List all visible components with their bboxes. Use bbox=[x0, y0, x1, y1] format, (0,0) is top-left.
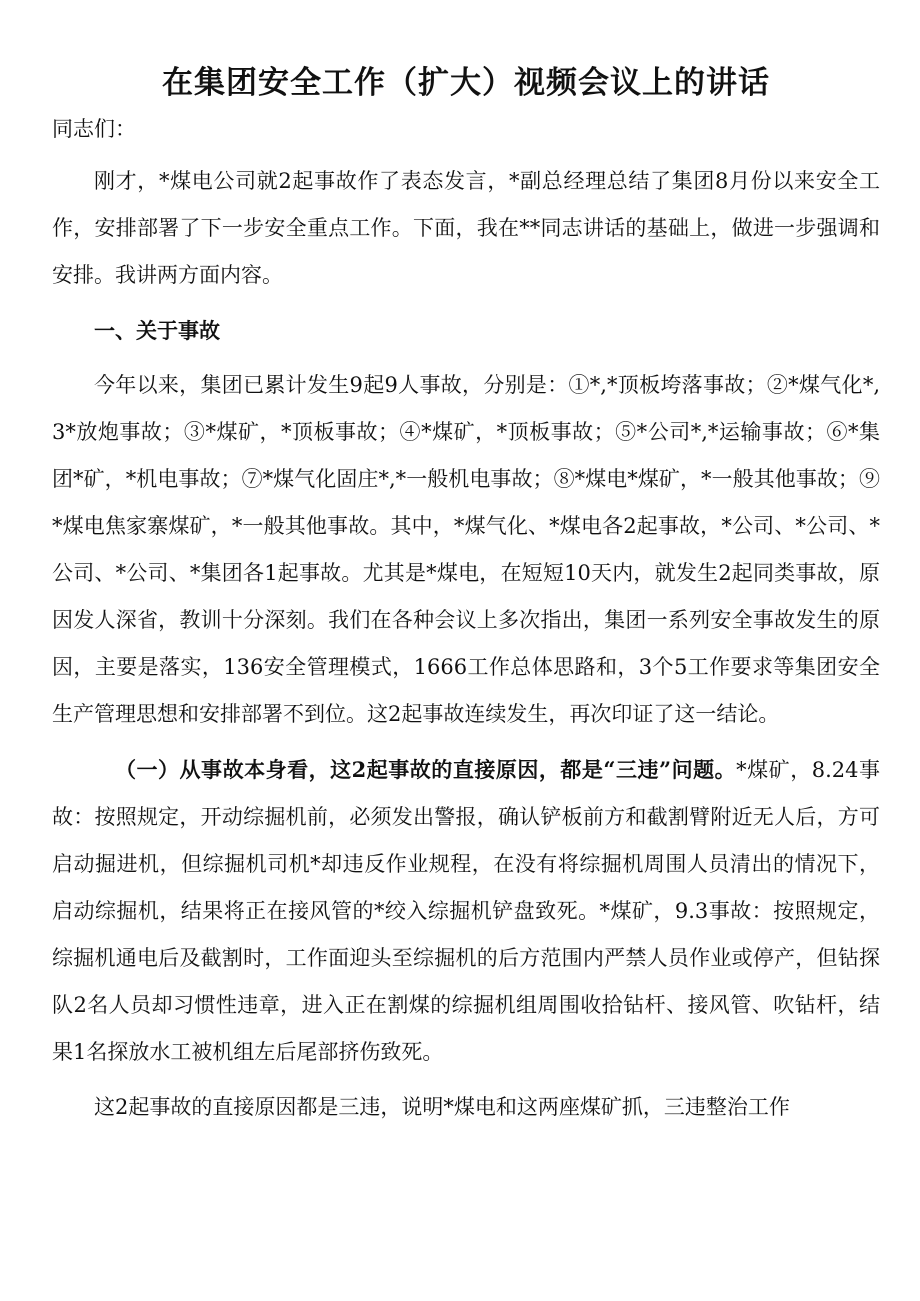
subsection-body: *煤矿，8.24事故：按照规定，开动综掘机前，必须发出警报，确认铲板前方和截割臂附近无人后，方可启动掘进机，但综掘机司机*却违反作业规程，在没有将综掘机周围人员清出的情况下，启动综掘机，结果将正在接风管的*绞入综掘机铲盘致死。*煤矿，9.3事故：按照规定，综掘机通电后及截割时，工作面迎头至综掘机的后方范围内严禁人员作业或停产，但钻探队2名人员却习惯性违章，进入正在割煤的综掘机组周围收拾钻杆、接风管、吹钻杆，结果1名探放水工被机组左后尾部挤伤致死。 bbox=[52, 758, 880, 1064]
closing-paragraph: 这2起事故的直接原因都是三违，说明*煤电和这两座煤矿抓，三违整治工作 bbox=[94, 1095, 790, 1119]
intro-paragraph: 刚才，*煤电公司就2起事故作了表态发言，*副总经理总结了集团8月份以来安全工作，安排部署了下一步安全重点工作。下面，我在**同志讲话的基础上，做进一步强调和安排。我讲两方面内容。 bbox=[52, 169, 880, 287]
salutation: 同志们： bbox=[52, 117, 136, 141]
subsection-paragraph bbox=[52, 746, 880, 1076]
accidents-paragraph: 今年以来，集团已累计发生9起9人事故，分别是：①*,*顶板垮落事故；②*煤气化*,3*放炮事故；③*煤矿，*顶板事故；④*煤矿，*顶板事故；⑤*公司*,*运输事故；⑥*集团*矿，*机电事故；⑦*煤气化固庄*,*一般机电事故；⑧*煤电*煤矿，*一般其他事故；⑨*煤电焦家寨煤矿，*一般其他事故。其中，*煤气化、*煤电各2起事故，*公司、*公司、*公司、*公司、*集团各1起事故。尤其是*煤电，在短短10天内，就发生2起同类事故，原因发人深省，教训十分深刻。我们在各种会议上多次指出，集团一系列安全事故发生的原因，主要是落实，136安全管理模式，1666工作总体思路和，3个5工作要求等集团安全生产管理思想和安排部署不到位。这2起事故连续发生，再次印证了这一结论。 bbox=[52, 373, 880, 726]
document-title: 在集团安全工作（扩大）视频会议上的讲话 bbox=[162, 65, 770, 101]
subsection-heading: （一）从事故本身看，这2起事故的直接原因，都是“三违”问题。 bbox=[115, 757, 737, 782]
document-page bbox=[52, 58, 880, 1139]
section-heading-accidents: 一、关于事故 bbox=[94, 318, 220, 343]
